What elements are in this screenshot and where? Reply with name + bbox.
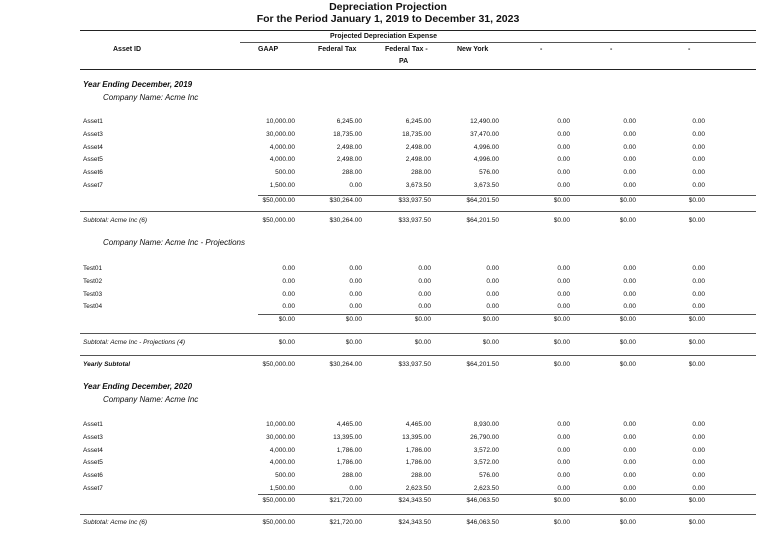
value-cell: 0.00 xyxy=(557,265,570,272)
value-cell: 37,470.00 xyxy=(470,130,499,138)
value-cell: 0.00 xyxy=(692,303,705,311)
asset-id-cell: Test04 xyxy=(83,303,103,311)
value-cell: 288.00 xyxy=(411,472,431,480)
value-cell: 0.00 xyxy=(692,265,705,272)
value-cell: 3,673.50 xyxy=(473,182,499,189)
subtotal-cell: $0.00 xyxy=(553,519,570,526)
total-cell: $64,201.50 xyxy=(466,197,499,204)
asset-id-cell: Asset6 xyxy=(83,169,103,177)
value-cell: 0.00 xyxy=(557,277,570,285)
subtotal-cell: $0.00 xyxy=(482,339,499,346)
total-cell: $21,720.00 xyxy=(329,497,362,504)
value-cell: 0.00 xyxy=(557,182,570,189)
asset-id-cell: Asset3 xyxy=(83,130,103,138)
company-name-acme-2020: Company Name: Acme Inc xyxy=(103,395,199,404)
value-cell: 18,735.00 xyxy=(333,130,362,138)
value-cell: 0.00 xyxy=(557,433,570,441)
subtotal-cell: $0.00 xyxy=(688,217,705,224)
value-cell: 0.00 xyxy=(692,277,705,285)
value-cell: 2,623.50 xyxy=(405,485,431,492)
value-cell: 0.00 xyxy=(282,290,295,298)
header-col-federal-tax: Federal Tax xyxy=(318,46,357,53)
value-cell: 0.00 xyxy=(557,290,570,298)
value-cell: 0.00 xyxy=(692,485,705,492)
asset-id-cell: Asset6 xyxy=(83,472,103,480)
value-cell: 0.00 xyxy=(692,433,705,441)
value-cell: 4,996.00 xyxy=(473,156,499,164)
report-title: Depreciation Projection xyxy=(329,1,447,13)
value-cell: 4,465.00 xyxy=(405,421,431,428)
value-cell: 0.00 xyxy=(349,265,362,272)
value-cell: 0.00 xyxy=(557,156,570,164)
total-cell: $0.00 xyxy=(345,316,362,323)
asset-id-cell: Asset5 xyxy=(83,459,103,467)
total-cell: $0.00 xyxy=(553,197,570,204)
company-name-acme-projections: Company Name: Acme Inc - Projections xyxy=(103,238,245,247)
value-cell: 0.00 xyxy=(623,433,636,441)
year-heading-2020: Year Ending December, 2020 xyxy=(83,382,193,391)
value-cell: 0.00 xyxy=(692,130,705,138)
value-cell: 0.00 xyxy=(486,277,499,285)
header-top-rule xyxy=(80,30,756,31)
value-cell: 2,498.00 xyxy=(336,156,362,164)
value-cell: 0.00 xyxy=(692,446,705,454)
total-cell: $0.00 xyxy=(619,497,636,504)
value-cell: 0.00 xyxy=(557,446,570,454)
value-cell: 288.00 xyxy=(342,472,362,480)
yearly-subtotal-cell: $50,000.00 xyxy=(262,361,295,368)
header-group-rule xyxy=(240,42,756,43)
value-cell: 0.00 xyxy=(349,182,362,189)
total-rule-2019-projections xyxy=(258,314,756,315)
yearly-subtotal-cell: $64,201.50 xyxy=(466,361,499,368)
header-col-new-york: New York xyxy=(457,46,489,53)
header-col-gaap: GAAP xyxy=(258,46,279,53)
year-heading-2019: Year Ending December, 2019 xyxy=(83,80,193,89)
header-col-blank-3: - xyxy=(688,46,691,53)
value-cell: 1,786.00 xyxy=(336,446,362,454)
asset-id-cell: Asset5 xyxy=(83,156,103,164)
value-cell: 1,500.00 xyxy=(269,182,295,189)
total-cell: $50,000.00 xyxy=(262,497,295,504)
value-cell: 0.00 xyxy=(623,459,636,467)
subtotal-rule-2019-projections xyxy=(80,333,756,334)
value-cell: 576.00 xyxy=(479,169,499,177)
value-cell: 4,000.00 xyxy=(269,143,295,151)
value-cell: 10,000.00 xyxy=(266,118,295,125)
company-name-acme: Company Name: Acme Inc xyxy=(103,93,199,102)
value-cell: 0.00 xyxy=(418,277,431,285)
value-cell: 0.00 xyxy=(692,421,705,428)
total-cell: $50,000.00 xyxy=(262,197,295,204)
total-rule-2020-acme xyxy=(258,494,756,495)
total-cell: $0.00 xyxy=(688,497,705,504)
value-cell: 30,000.00 xyxy=(266,433,295,441)
value-cell: 0.00 xyxy=(623,156,636,164)
value-cell: 13,395.00 xyxy=(402,433,431,441)
value-cell: 0.00 xyxy=(623,472,636,480)
value-cell: 0.00 xyxy=(692,118,705,125)
report-period: For the Period January 1, 2019 to December 31, 2023 xyxy=(256,13,520,25)
value-cell: 0.00 xyxy=(557,303,570,311)
total-cell: $0.00 xyxy=(619,316,636,323)
value-cell: 0.00 xyxy=(557,421,570,428)
total-rule-2019-acme xyxy=(258,195,756,196)
value-cell: 0.00 xyxy=(623,303,636,311)
yearly-subtotal-label-2019: Yearly Subtotal xyxy=(83,361,131,368)
value-cell: 0.00 xyxy=(692,169,705,177)
subtotal-cell: $0.00 xyxy=(553,339,570,346)
value-cell: 4,000.00 xyxy=(269,446,295,454)
value-cell: 0.00 xyxy=(282,277,295,285)
value-cell: 0.00 xyxy=(486,303,499,311)
asset-id-cell: Asset1 xyxy=(83,421,103,428)
asset-id-cell: Test02 xyxy=(83,277,103,285)
value-cell: 0.00 xyxy=(692,143,705,151)
value-cell: 288.00 xyxy=(411,169,431,177)
value-cell: 4,000.00 xyxy=(269,459,295,467)
value-cell: 0.00 xyxy=(623,290,636,298)
value-cell: 26,790.00 xyxy=(470,433,499,441)
value-cell: 4,465.00 xyxy=(336,421,362,428)
value-cell: 0.00 xyxy=(282,265,295,272)
total-cell: $0.00 xyxy=(688,197,705,204)
value-cell: 0.00 xyxy=(557,118,570,125)
value-cell: 0.00 xyxy=(557,459,570,467)
header-col-blank-1: - xyxy=(540,46,543,53)
value-cell: 6,245.00 xyxy=(405,118,431,125)
value-cell: 500.00 xyxy=(275,169,295,177)
value-cell: 2,498.00 xyxy=(405,143,431,151)
header-col-blank-2: - xyxy=(610,46,613,53)
value-cell: 0.00 xyxy=(623,446,636,454)
value-cell: 2,623.50 xyxy=(473,485,499,492)
subtotal-cell: $0.00 xyxy=(414,339,431,346)
value-cell: 500.00 xyxy=(275,472,295,480)
asset-id-cell: Test01 xyxy=(83,265,103,272)
total-cell: $0.00 xyxy=(278,316,295,323)
subtotal-cell: $46,063.50 xyxy=(466,519,499,526)
value-cell: 0.00 xyxy=(557,130,570,138)
value-cell: 0.00 xyxy=(692,156,705,164)
value-cell: 0.00 xyxy=(557,472,570,480)
value-cell: 8,930.00 xyxy=(473,421,499,428)
subtotal-rule-2020-acme xyxy=(80,514,756,515)
header-group-label: Projected Depreciation Expense xyxy=(330,33,437,40)
value-cell: 0.00 xyxy=(486,265,499,272)
total-cell: $0.00 xyxy=(553,497,570,504)
value-cell: 2,498.00 xyxy=(405,156,431,164)
value-cell: 0.00 xyxy=(418,303,431,311)
value-cell: 0.00 xyxy=(623,130,636,138)
header-col-federal-tax-pa: Federal Tax - xyxy=(385,46,428,53)
total-cell: $0.00 xyxy=(688,316,705,323)
subtotal-cell: $0.00 xyxy=(619,339,636,346)
subtotal-cell: $50,000.00 xyxy=(262,217,295,224)
value-cell: 0.00 xyxy=(282,303,295,311)
value-cell: 0.00 xyxy=(623,118,636,125)
value-cell: 0.00 xyxy=(349,277,362,285)
subtotal-cell: $0.00 xyxy=(278,339,295,346)
value-cell: 1,786.00 xyxy=(336,459,362,467)
value-cell: 4,000.00 xyxy=(269,156,295,164)
value-cell: 0.00 xyxy=(418,265,431,272)
yearly-subtotal-cell: $0.00 xyxy=(619,361,636,368)
subtotal-cell: $64,201.50 xyxy=(466,217,499,224)
asset-id-cell: Asset3 xyxy=(83,433,103,441)
asset-id-cell: Asset4 xyxy=(83,143,103,151)
subtotal-cell: $0.00 xyxy=(619,519,636,526)
value-cell: 0.00 xyxy=(623,182,636,189)
subtotal-cell: $0.00 xyxy=(688,339,705,346)
total-cell: $0.00 xyxy=(553,316,570,323)
asset-id-cell: Asset4 xyxy=(83,446,103,454)
value-cell: 1,786.00 xyxy=(405,446,431,454)
value-cell: 13,395.00 xyxy=(333,433,362,441)
value-cell: 0.00 xyxy=(349,290,362,298)
value-cell: 0.00 xyxy=(692,459,705,467)
value-cell: 0.00 xyxy=(623,265,636,272)
total-cell: $0.00 xyxy=(414,316,431,323)
value-cell: 0.00 xyxy=(623,143,636,151)
total-cell: $33,937.50 xyxy=(398,197,431,204)
value-cell: 0.00 xyxy=(623,421,636,428)
value-cell: 0.00 xyxy=(349,485,362,492)
value-cell: 2,498.00 xyxy=(336,143,362,151)
yearly-subtotal-cell: $30,264.00 xyxy=(329,361,362,368)
yearly-subtotal-cell: $0.00 xyxy=(688,361,705,368)
total-cell: $0.00 xyxy=(482,316,499,323)
header-asset-id: Asset ID xyxy=(113,46,142,53)
value-cell: 0.00 xyxy=(623,169,636,177)
total-cell: $0.00 xyxy=(619,197,636,204)
asset-id-cell: Asset1 xyxy=(83,118,103,125)
header-col-pa: PA xyxy=(399,58,409,65)
total-cell: $46,063.50 xyxy=(466,497,499,504)
value-cell: 6,245.00 xyxy=(336,118,362,125)
value-cell: 0.00 xyxy=(486,290,499,298)
subtotal-cell: $0.00 xyxy=(619,217,636,224)
value-cell: 0.00 xyxy=(418,290,431,298)
value-cell: 18,735.00 xyxy=(402,130,431,138)
value-cell: 3,572.00 xyxy=(473,446,499,454)
subtotal-cell: $24,343.50 xyxy=(398,519,431,526)
subtotal-rule-2019-acme xyxy=(80,211,756,212)
total-cell: $30,264.00 xyxy=(329,197,362,204)
value-cell: 0.00 xyxy=(557,143,570,151)
total-cell: $24,343.50 xyxy=(398,497,431,504)
value-cell: 0.00 xyxy=(692,290,705,298)
value-cell: 0.00 xyxy=(623,277,636,285)
value-cell: 30,000.00 xyxy=(266,130,295,138)
subtotal-label-2019-acme: Subtotal: Acme Inc (6) xyxy=(83,217,148,224)
subtotal-cell: $30,264.00 xyxy=(329,217,362,224)
header-bottom-rule xyxy=(80,69,756,70)
subtotal-label-2019-projections: Subtotal: Acme Inc - Projections (4) xyxy=(83,339,185,346)
subtotal-cell: $0.00 xyxy=(345,339,362,346)
value-cell: 0.00 xyxy=(692,182,705,189)
subtotal-cell: $0.00 xyxy=(688,519,705,526)
asset-id-cell: Asset7 xyxy=(83,182,103,189)
value-cell: 0.00 xyxy=(557,485,570,492)
value-cell: 0.00 xyxy=(692,472,705,480)
value-cell: 12,490.00 xyxy=(470,118,499,125)
yearly-subtotal-cell: $33,937.50 xyxy=(398,361,431,368)
value-cell: 1,500.00 xyxy=(269,485,295,492)
subtotal-cell: $21,720.00 xyxy=(329,519,362,526)
asset-id-cell: Asset7 xyxy=(83,485,103,492)
value-cell: 3,572.00 xyxy=(473,459,499,467)
value-cell: 4,996.00 xyxy=(473,143,499,151)
asset-id-cell: Test03 xyxy=(83,290,103,298)
subtotal-cell: $33,937.50 xyxy=(398,217,431,224)
value-cell: 3,673.50 xyxy=(405,182,431,189)
yearly-rule-2019 xyxy=(80,355,756,356)
subtotal-cell: $50,000.00 xyxy=(262,519,295,526)
value-cell: 0.00 xyxy=(349,303,362,311)
value-cell: 0.00 xyxy=(557,169,570,177)
value-cell: 10,000.00 xyxy=(266,421,295,428)
value-cell: 288.00 xyxy=(342,169,362,177)
subtotal-label-2020-acme: Subtotal: Acme Inc (6) xyxy=(83,519,148,526)
value-cell: 576.00 xyxy=(479,472,499,480)
yearly-subtotal-cell: $0.00 xyxy=(553,361,570,368)
value-cell: 1,786.00 xyxy=(405,459,431,467)
value-cell: 0.00 xyxy=(623,485,636,492)
subtotal-cell: $0.00 xyxy=(553,217,570,224)
